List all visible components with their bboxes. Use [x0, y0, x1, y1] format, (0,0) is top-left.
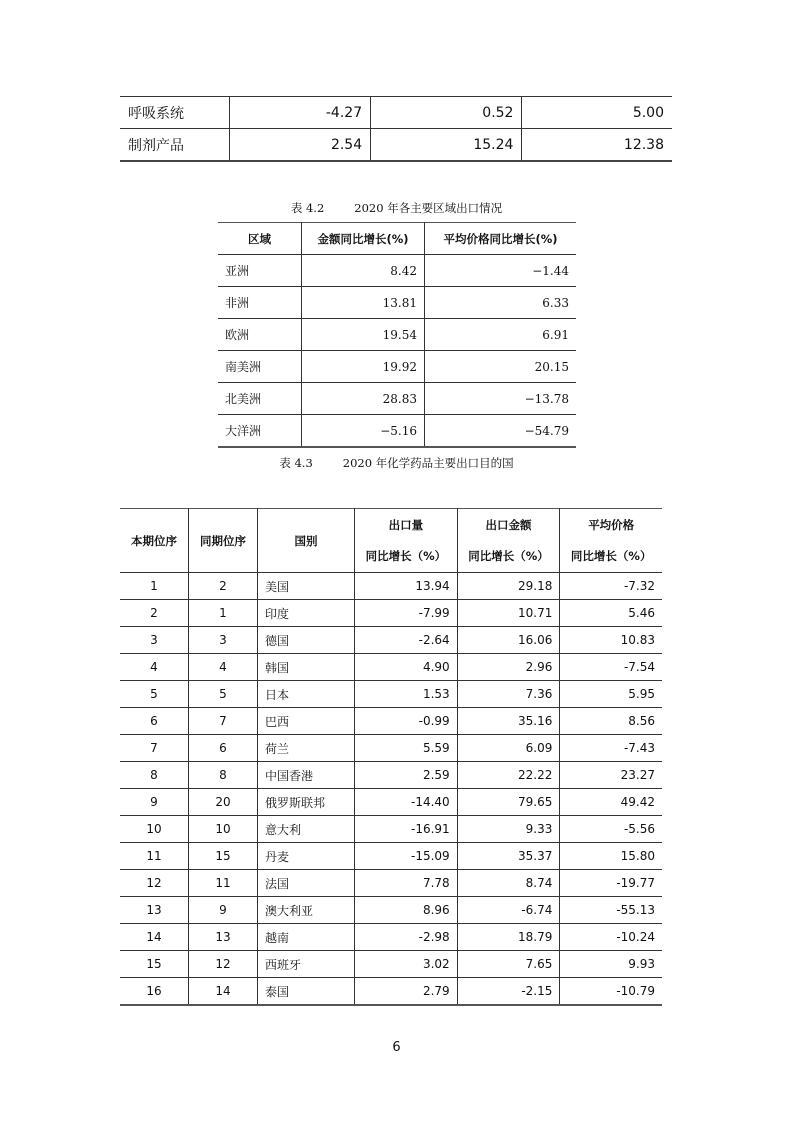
rank: 10	[120, 816, 189, 843]
price-growth: −13.78	[425, 383, 577, 415]
amount-growth: -6.74	[457, 897, 560, 924]
amount-growth: 7.65	[457, 951, 560, 978]
value-cell: 15.24	[371, 129, 522, 162]
country: 丹麦	[258, 843, 355, 870]
country: 荷兰	[258, 735, 355, 762]
header-rank: 本期位序	[131, 533, 177, 548]
header-line: 平均价格	[588, 517, 635, 532]
table-row	[120, 897, 662, 924]
country: 美国	[258, 573, 355, 600]
prev-rank: 2	[189, 573, 258, 600]
amount-growth: 10.71	[457, 600, 560, 627]
rank: 8	[120, 762, 189, 789]
table-row	[120, 951, 662, 978]
prev-rank: 12	[189, 951, 258, 978]
table-row	[120, 627, 662, 654]
rank: 5	[120, 681, 189, 708]
prev-rank: 6	[189, 735, 258, 762]
qty-growth: 3.02	[355, 951, 458, 978]
table-row	[120, 978, 662, 1006]
rank: 11	[120, 843, 189, 870]
prev-rank: 9	[189, 897, 258, 924]
table-row	[120, 654, 662, 681]
rank: 3	[120, 627, 189, 654]
prev-rank: 11	[189, 870, 258, 897]
rank: 15	[120, 951, 189, 978]
table-row	[120, 681, 662, 708]
prev-rank: 3	[189, 627, 258, 654]
qty-growth: 4.90	[355, 654, 458, 681]
price-growth: 5.46	[560, 600, 662, 627]
country: 西班牙	[258, 951, 355, 978]
price-growth: 10.83	[560, 627, 662, 654]
country: 俄罗斯联邦	[258, 789, 355, 816]
prev-rank: 20	[189, 789, 258, 816]
amount-growth: 22.22	[457, 762, 560, 789]
qty-growth: -2.64	[355, 627, 458, 654]
region-name: 南美洲	[218, 351, 302, 383]
rank: 13	[120, 897, 189, 924]
rank: 4	[120, 654, 189, 681]
header-prev-rank: 同期位序	[189, 509, 258, 573]
rank: 16	[120, 978, 189, 1006]
header-line: 同比增长（%）	[468, 548, 549, 563]
caption-title: 2020 年各主要区域出口情况	[354, 201, 503, 215]
qty-growth: 2.79	[355, 978, 458, 1006]
table-4-2-caption	[0, 200, 793, 216]
qty-growth: -7.99	[355, 600, 458, 627]
price-growth: −54.79	[425, 415, 577, 448]
table-row	[120, 924, 662, 951]
price-growth: -55.13	[560, 897, 662, 924]
header-amount-growth	[457, 509, 560, 573]
qty-growth: -16.91	[355, 816, 458, 843]
table-row	[218, 255, 576, 287]
table-row	[120, 708, 662, 735]
price-growth: 9.93	[560, 951, 662, 978]
header-qty-growth	[355, 509, 458, 573]
price-growth: -7.43	[560, 735, 662, 762]
region-name: 亚洲	[218, 255, 302, 287]
amount-growth: 13.81	[302, 287, 425, 319]
table-row	[120, 735, 662, 762]
country: 意大利	[258, 816, 355, 843]
region-name: 北美洲	[218, 383, 302, 415]
table-row	[120, 870, 662, 897]
prev-rank: 7	[189, 708, 258, 735]
price-growth: 23.27	[560, 762, 662, 789]
qty-growth: -2.98	[355, 924, 458, 951]
qty-growth: 8.96	[355, 897, 458, 924]
amount-growth: −5.16	[302, 415, 425, 448]
price-growth: 49.42	[560, 789, 662, 816]
price-growth: 8.56	[560, 708, 662, 735]
rank: 14	[120, 924, 189, 951]
table-row	[218, 383, 576, 415]
amount-growth: 8.42	[302, 255, 425, 287]
rank: 12	[120, 870, 189, 897]
header-price-growth: 平均价格同比增长(%)	[425, 223, 577, 255]
header-line: 出口金额	[485, 517, 532, 532]
country: 日本	[258, 681, 355, 708]
country: 法国	[258, 870, 355, 897]
qty-growth: 7.78	[355, 870, 458, 897]
prev-rank: 13	[189, 924, 258, 951]
country: 泰国	[258, 978, 355, 1006]
prev-rank: 14	[189, 978, 258, 1006]
value-cell: 5.00	[522, 97, 672, 129]
rank: 6	[120, 708, 189, 735]
rank: 1	[120, 573, 189, 600]
amount-growth: 19.92	[302, 351, 425, 383]
country: 韩国	[258, 654, 355, 681]
amount-growth: 29.18	[457, 573, 560, 600]
table-row	[120, 129, 672, 162]
table-row	[120, 573, 662, 600]
amount-growth: 9.33	[457, 816, 560, 843]
header-line: 同比增长（%）	[365, 548, 447, 563]
price-growth: 6.33	[425, 287, 577, 319]
price-growth: -7.32	[560, 573, 662, 600]
price-growth: 6.91	[425, 319, 577, 351]
header-region: 区域	[248, 231, 271, 246]
qty-growth: 5.59	[355, 735, 458, 762]
prev-rank: 10	[189, 816, 258, 843]
qty-growth: 13.94	[355, 573, 458, 600]
page-number: 6	[392, 1040, 401, 1055]
country: 印度	[258, 600, 355, 627]
prev-rank: 15	[189, 843, 258, 870]
table-row	[120, 789, 662, 816]
table-row	[120, 97, 672, 129]
value-cell: 12.38	[522, 129, 672, 162]
amount-growth: 79.65	[457, 789, 560, 816]
amount-growth: 16.06	[457, 627, 560, 654]
caption-title: 2020 年化学药品主要出口目的国	[342, 456, 514, 470]
prev-rank: 1	[189, 600, 258, 627]
table-4-3-caption	[0, 455, 793, 471]
price-growth: −1.44	[425, 255, 577, 287]
country: 澳大利亚	[258, 897, 355, 924]
country: 越南	[258, 924, 355, 951]
qty-growth: 1.53	[355, 681, 458, 708]
value-cell: -4.27	[230, 97, 371, 129]
amount-growth: 6.09	[457, 735, 560, 762]
price-growth: -5.56	[560, 816, 662, 843]
country: 德国	[258, 627, 355, 654]
price-growth: -10.24	[560, 924, 662, 951]
qty-growth: -0.99	[355, 708, 458, 735]
amount-growth: 35.16	[457, 708, 560, 735]
amount-growth: 19.54	[302, 319, 425, 351]
header-country: 国别	[258, 509, 355, 573]
qty-growth: -15.09	[355, 843, 458, 870]
amount-growth: 35.37	[457, 843, 560, 870]
qty-growth: -14.40	[355, 789, 458, 816]
amount-growth: -2.15	[457, 978, 560, 1006]
table-4-2-regional-exports	[218, 222, 576, 448]
qty-growth: 2.59	[355, 762, 458, 789]
price-growth: 15.80	[560, 843, 662, 870]
rank: 9	[120, 789, 189, 816]
prev-rank: 8	[189, 762, 258, 789]
table-row	[218, 351, 576, 383]
prev-rank: 5	[189, 681, 258, 708]
value-cell: 0.52	[371, 97, 522, 129]
region-name: 大洋洲	[218, 415, 302, 448]
caption-number: 表 4.3	[279, 456, 313, 470]
country: 中国香港	[258, 762, 355, 789]
rank: 2	[120, 600, 189, 627]
header-price-growth	[560, 509, 662, 573]
category-name: 呼吸系统	[120, 97, 230, 129]
price-growth: -19.77	[560, 870, 662, 897]
table-row	[120, 600, 662, 627]
price-growth: -7.54	[560, 654, 662, 681]
region-name: 欧洲	[218, 319, 302, 351]
table-row	[218, 415, 576, 448]
price-growth: 5.95	[560, 681, 662, 708]
table-row	[218, 287, 576, 319]
price-growth: 20.15	[425, 351, 577, 383]
amount-growth: 8.74	[457, 870, 560, 897]
value-cell: 2.54	[230, 129, 371, 162]
caption-number: 表 4.2	[290, 201, 325, 215]
table-row	[218, 319, 576, 351]
table-row	[120, 762, 662, 789]
amount-growth: 2.96	[457, 654, 560, 681]
table-row	[120, 843, 662, 870]
prev-rank: 4	[189, 654, 258, 681]
table-4-3-export-destinations	[120, 508, 662, 1006]
table-previous-continued	[120, 96, 672, 162]
header-line: 出口量	[388, 517, 424, 532]
amount-growth: 28.83	[302, 383, 425, 415]
amount-growth: 18.79	[457, 924, 560, 951]
category-name: 制剂产品	[120, 129, 230, 162]
amount-growth: 7.36	[457, 681, 560, 708]
header-amount-growth: 金额同比增长(%)	[302, 223, 425, 255]
header-line: 同比增长（%）	[570, 548, 652, 563]
region-name: 非洲	[218, 287, 302, 319]
rank: 7	[120, 735, 189, 762]
price-growth: -10.79	[560, 978, 662, 1006]
country: 巴西	[258, 708, 355, 735]
table-row	[120, 816, 662, 843]
